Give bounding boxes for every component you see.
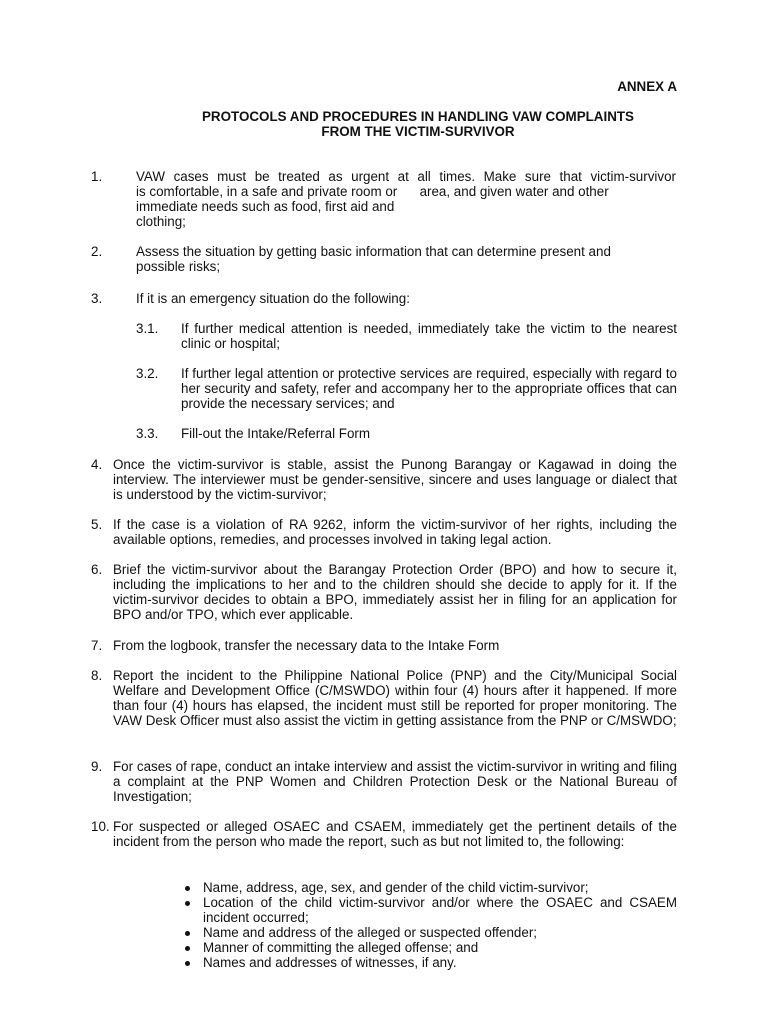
- item-number: 3.: [91, 291, 103, 306]
- sub-item-number: 3.3.: [136, 426, 159, 441]
- item-text: From the logbook, transfer the necessary data to the Intake Form: [113, 638, 500, 653]
- item-text: VAW cases must be treated as urgent at all times. Make sure that victim-survivor is comfortable, in a safe and private room or area, and given water and other immediate needs such as food, first aid and clothing;: [136, 169, 676, 229]
- annex-label: ANNEX A: [617, 79, 677, 94]
- item-number: 9.: [91, 759, 103, 774]
- bullet-item: Manner of committing the alleged offense; and: [181, 940, 677, 955]
- item-number: 2.: [91, 244, 103, 259]
- item-text: For suspected or alleged OSAEC and CSAEM, immediately get the pertinent details of the incident from the person who made the report, such as but not limited to, the following:: [113, 819, 677, 849]
- item-text: Assess the situation by getting basic information that can determine present and possible risks;: [136, 244, 611, 274]
- sub-item-text: If further medical attention is needed, immediately take the victim to the nearest clinic or hospital;: [181, 321, 677, 351]
- bullet-item: Location of the child victim-survivor and/or where the OSAEC and CSAEM incident occurred;: [181, 895, 677, 925]
- bullet-list: [181, 880, 677, 970]
- item-text: Report the incident to the Philippine National Police (PNP) and the City/Municipal Social Welfare and Development Office (C/MSWDO) within four (4) hours after it happened. If more than four (4) hours has elapsed, the incident must still be reported for proper monitoring. The VAW Desk Officer must also assist the victim in getting assistance from the PNP or C/MSWDO;: [113, 668, 677, 728]
- item-text: If it is an emergency situation do the following:: [136, 291, 410, 306]
- item-number: 10.: [91, 819, 110, 834]
- item-text: For cases of rape, conduct an intake interview and assist the victim-survivor in writing and filing a complaint at the PNP Women and Children Protection Desk or the National Bureau of Investigation;: [113, 759, 677, 804]
- title-line-2: FROM THE VICTIM-SURVIVOR: [321, 124, 515, 139]
- item-number: 4.: [91, 457, 103, 472]
- sub-item-text: Fill-out the Intake/Referral Form: [181, 426, 371, 441]
- document-title: [0, 109, 768, 139]
- item-number: 8.: [91, 668, 103, 683]
- bullet-item: Names and addresses of witnesses, if any.: [181, 955, 677, 970]
- item-number: 7.: [91, 638, 103, 653]
- sub-item-number: 3.2.: [136, 366, 159, 381]
- title-line-1: PROTOCOLS AND PROCEDURES IN HANDLING VAW COMPLAINTS: [202, 109, 634, 124]
- item-text: Once the victim-survivor is stable, assist the Punong Barangay or Kagawad in doing the interview. The interviewer must be gender-sensitive, sincere and uses language or dialect that is understood by the victim-survivor;: [113, 457, 677, 502]
- bullet-item: Name and address of the alleged or suspected offender;: [181, 925, 677, 940]
- item-text: Brief the victim-survivor about the Barangay Protection Order (BPO) and how to secure it, including the implications to her and to the children should she decide to apply for it. If the victim-survivor decides to obtain a BPO, immediately assist her in filing for an application for BPO and/or TPO, which ever applicable.: [113, 562, 677, 622]
- item-number: 5.: [91, 517, 103, 532]
- item-number: 6.: [91, 562, 103, 577]
- sub-item-text: If further legal attention or protective services are required, especially with regard to her security and safety, refer and accompany her to the appropriate offices that can provide the necessary services; and: [181, 366, 677, 411]
- item-number: 1.: [91, 169, 103, 184]
- sub-item-number: 3.1.: [136, 321, 159, 336]
- item-text: If the case is a violation of RA 9262, inform the victim-survivor of her rights, including the available options, remedies, and processes involved in taking legal action.: [113, 517, 677, 547]
- bullet-item: Name, address, age, sex, and gender of the child victim-survivor;: [181, 880, 677, 895]
